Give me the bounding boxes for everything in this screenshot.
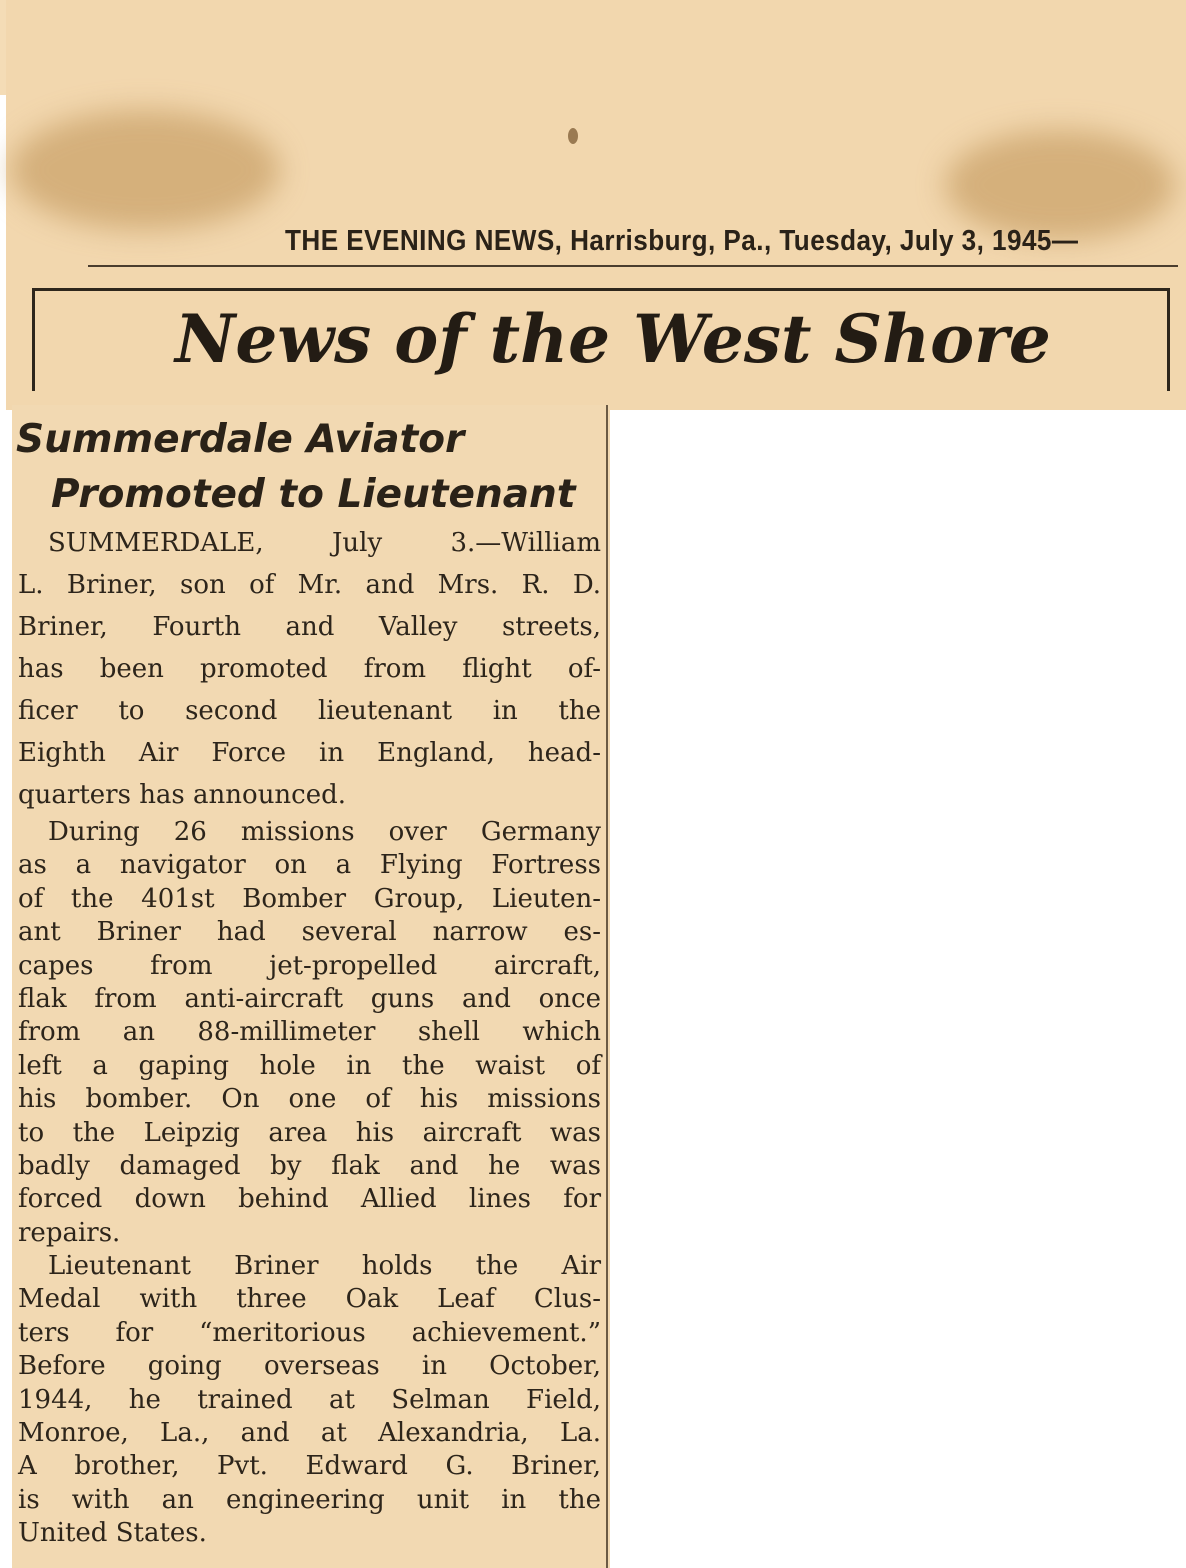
body-line: his bomber. On one of his missions [18,1084,601,1115]
body-line: Before going overseas in October, [18,1351,601,1382]
dateline-rule [88,265,1178,267]
body-line: Monroe, La., and at Alexandria, La. [18,1418,601,1449]
body-line: left a gaping hole in the waist of [18,1050,601,1081]
body-line: flak from anti-aircraft guns and once [18,983,601,1014]
article-body [18,522,601,1551]
water-stain-right [945,130,1175,240]
water-stain-left [10,110,280,230]
body-line: A brother, Pvt. Edward G. Briner, [18,1451,601,1482]
paragraph-2 [18,816,601,1250]
masthead-dateline: THE EVENING NEWS, Harrisburg, Pa., Tuesday, July 3, 1945— [285,225,1079,257]
body-line: ters for “meritorious achievement.” [18,1317,601,1348]
body-line: United States. [18,1518,207,1549]
body-line: quarters has announced. [18,780,347,810]
body-line: forced down behind Allied lines for [18,1184,601,1215]
body-line: is with an engineering unit in the [18,1484,601,1515]
body-line: to the Leipzig area his aircraft was [18,1117,601,1148]
body-line: ant Briner had several narrow es- [18,917,601,948]
body-line: badly damaged by flak and he was [18,1150,601,1181]
body-line: During 26 missions over Germany [48,817,601,847]
article-headline [16,412,606,522]
column-rule [606,405,608,1568]
body-line: capes from jet-propelled aircraft, [18,950,601,981]
section-box-left-rule [32,291,35,391]
headline-line: Summerdale Aviator [16,417,465,462]
section-box-right-rule [1167,291,1170,391]
ink-spot [568,128,578,144]
body-line: Medal with three Oak Leaf Clus- [18,1284,601,1315]
body-line: 1944, he trained at Selman Field, [18,1384,601,1415]
body-line: from an 88-millimeter shell which [18,1017,601,1048]
paragraph-3 [18,1250,601,1551]
body-line: repairs. [18,1217,121,1248]
body-line: SUMMERDALE, July 3.—William [48,528,601,558]
body-line: of the 401st Bomber Group, Lieuten- [18,883,601,914]
section-title: News of the West Shore [175,300,1051,378]
paragraph-1 [18,522,601,816]
body-line: ficer to second lieutenant in the [18,696,601,726]
headline-line: Promoted to Lieutenant [51,472,576,517]
body-line: Lieutenant Briner holds the Air [48,1251,601,1282]
body-line: as a navigator on a Flying Fortress [18,850,601,881]
body-line: has been promoted from flight of- [18,654,601,684]
body-line: L. Briner, son of Mr. and Mrs. R. D. [18,570,601,600]
body-line: Eighth Air Force in England, head- [18,738,601,768]
body-line: Briner, Fourth and Valley streets, [18,612,601,642]
